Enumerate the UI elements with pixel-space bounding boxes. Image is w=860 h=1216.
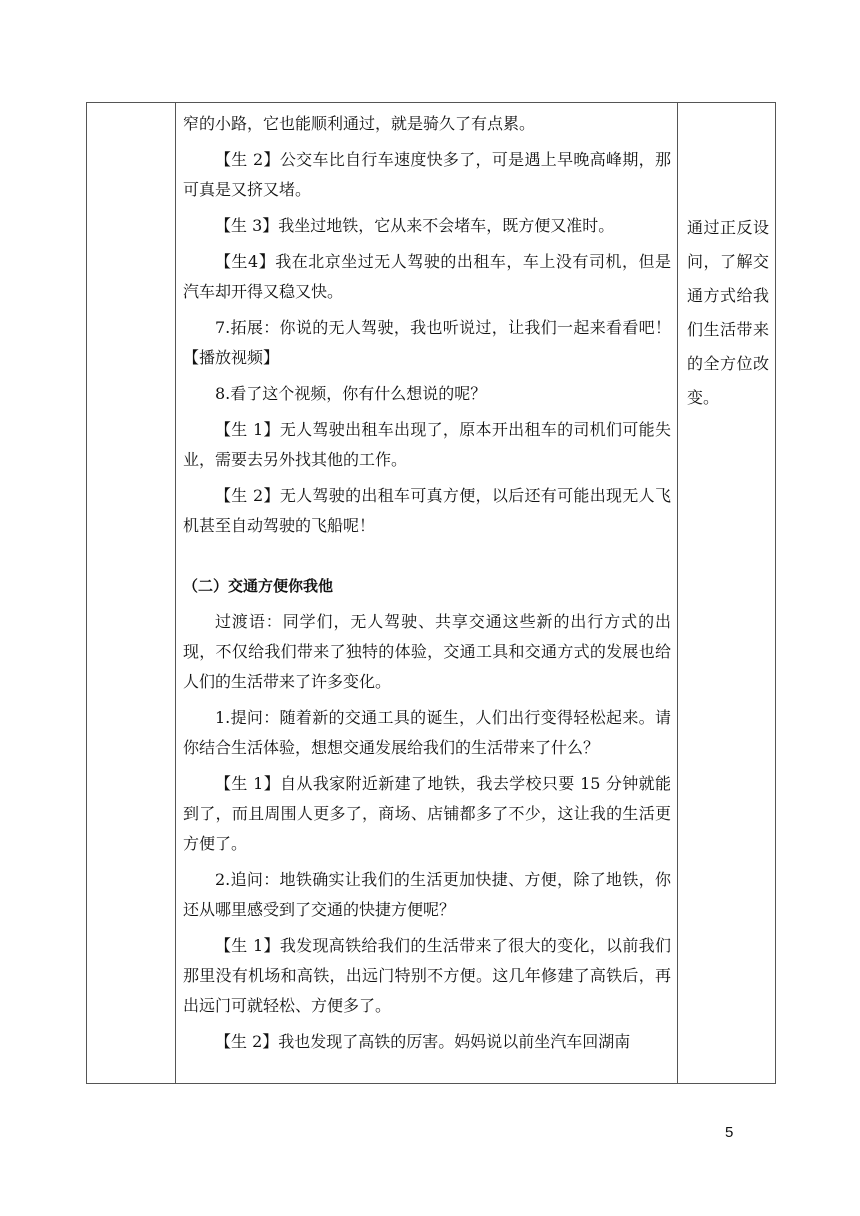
paragraph: 【生4】我在北京坐过无人驾驶的出租车，车上没有司机，但是汽车却开得又稳又快。 xyxy=(183,252,671,301)
paragraph: 8.看了这个视频，你有什么想说的呢？ xyxy=(215,384,487,403)
design-intent-column xyxy=(687,211,769,415)
paragraph: 【生 3】我坐过地铁，它从来不会堵车，既方便又准时。 xyxy=(215,216,615,235)
paragraph: 【生 2】我也发现了高铁的厉害。妈妈说以前坐汽车回湖南 xyxy=(215,1032,631,1051)
column-divider-left xyxy=(175,103,176,1083)
paragraph: 【生 1】我发现高铁给我们的生活带来了很大的变化，以前我们那里没有机场和高铁，出远门特别不方便。这几年修建了高铁后，再出远门可就轻松、方便多了。 xyxy=(183,936,671,1015)
paragraph: 窄的小路，它也能顺利通过，就是骑久了有点累。 xyxy=(183,114,536,133)
paragraph: 2.追问：地铁确实让我们的生活更加快捷、方便，除了地铁，你还从哪里感受到了交通的快捷方便呢？ xyxy=(183,870,671,919)
lesson-table xyxy=(86,102,776,1084)
lesson-content-column xyxy=(183,109,671,1063)
paragraph: 1.提问：随着新的交通工具的诞生，人们出行变得轻松起来。请你结合生活体验，想想交通发展给我们的生活带来了什么？ xyxy=(183,708,671,757)
paragraph: 【生 2】无人驾驶的出租车可真方便，以后还有可能出现无人飞机甚至自动驾驶的飞船呢！ xyxy=(183,486,671,535)
paragraph: 【生 1】自从我家附近新建了地铁，我去学校只要 15 分钟就能到了，而且周围人更多了，商场、店铺都多了不少，这让我的生活更方便了。 xyxy=(183,774,671,853)
section-heading: （二）交通方便你我他 xyxy=(183,577,334,595)
page-number: 5 xyxy=(725,1124,734,1141)
paragraph: 过渡语：同学们，无人驾驶、共享交通这些新的出行方式的出现，不仅给我们带来了独特的体验，交通工具和交通方式的发展也给人们的生活带来了许多变化。 xyxy=(183,612,671,691)
paragraph: 7.拓展：你说的无人驾驶，我也听说过，让我们一起来看看吧！【播放视频】 xyxy=(183,318,671,367)
column-divider-right xyxy=(677,103,678,1083)
paragraph: 【生 1】无人驾驶出租车出现了，原本开出租车的司机们可能失业，需要去另外找其他的工作。 xyxy=(183,420,671,469)
paragraph: 【生 2】公交车比自行车速度快多了，可是遇上早晚高峰期，那可真是又挤又堵。 xyxy=(183,150,671,199)
design-intent-text: 通过正反设问，了解交通方式给我们生活带来的全方位改变。 xyxy=(687,218,769,407)
